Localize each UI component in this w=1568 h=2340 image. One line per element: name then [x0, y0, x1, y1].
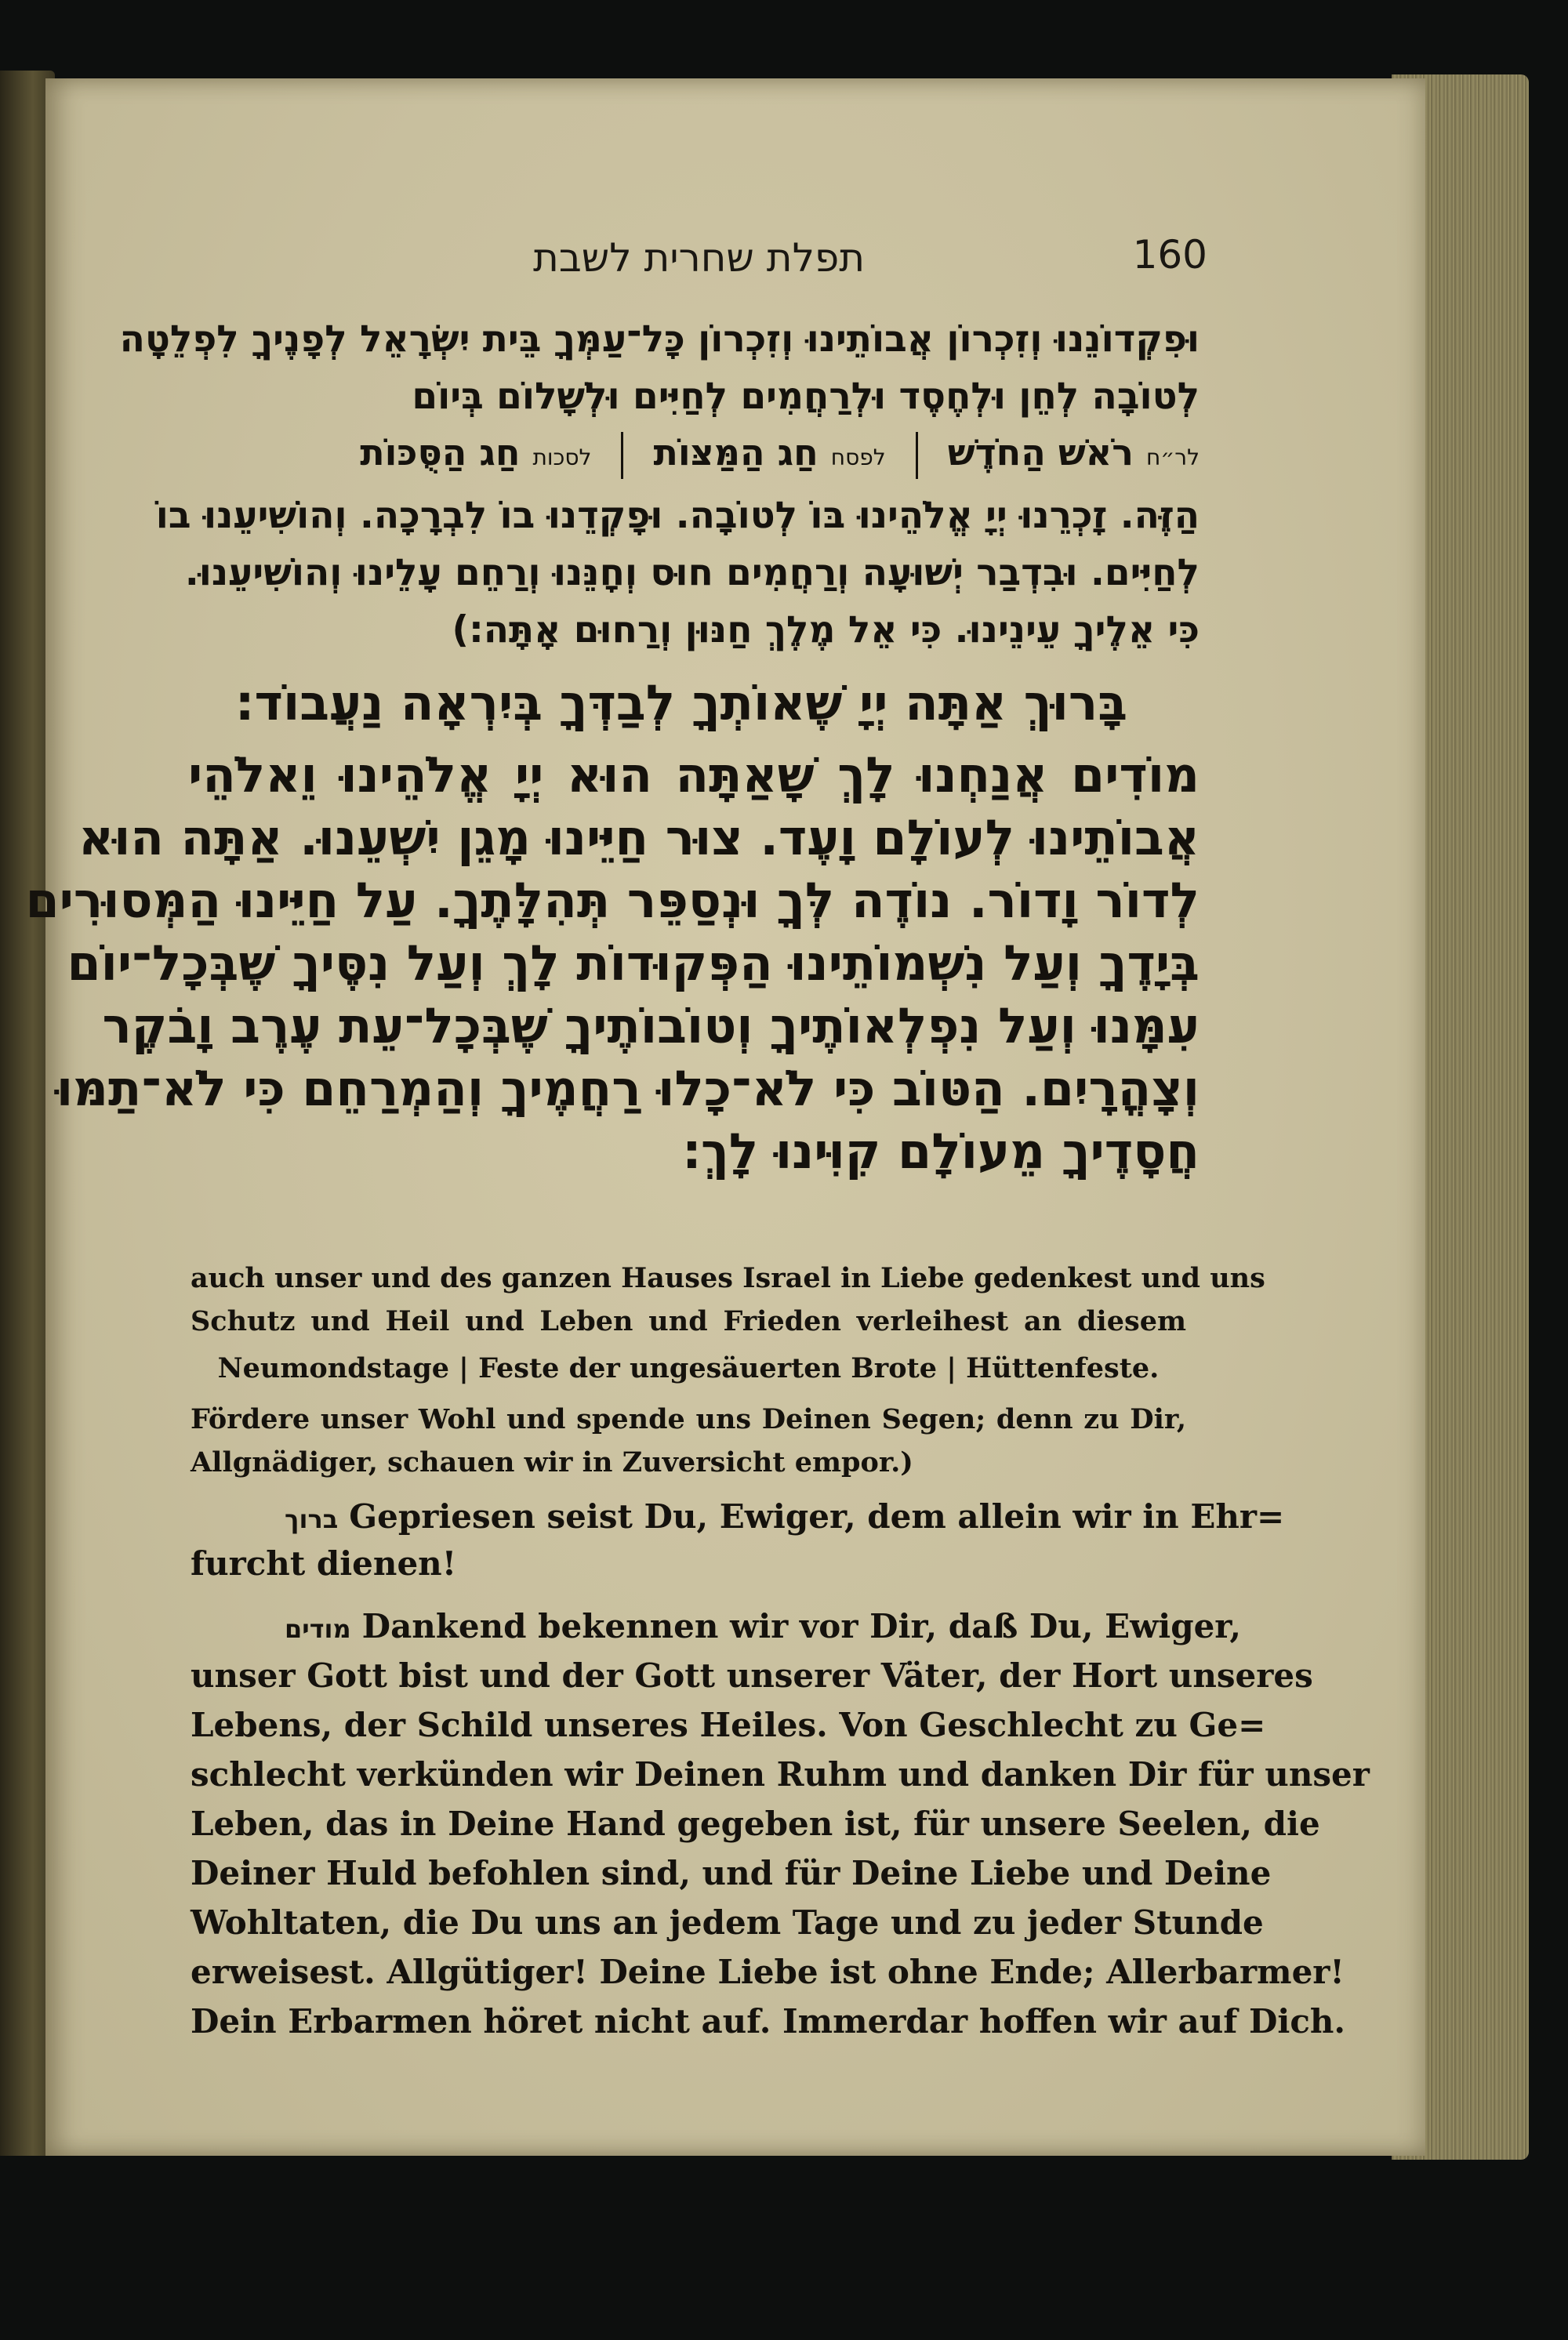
page-number: 160 — [1132, 232, 1207, 278]
german-line: auch unser und des ganzen Hauses Israel in Liebe gedenkest und uns — [191, 1262, 1265, 1294]
occasion-label: לר״ח — [1145, 444, 1200, 470]
german-line: Wohltaten, die Du uns an jedem Tage und zu jeder Stunde — [191, 1903, 1264, 1942]
occasion-rosh-chodesh: רֹאשׁ הַחֹדֶשׁ — [947, 431, 1134, 473]
running-title: תפלת שחרית לשבת — [533, 235, 866, 281]
german-baruch-line — [191, 1497, 1285, 1536]
divider — [621, 432, 623, 479]
page-header — [533, 227, 1207, 290]
german-line: schlecht verkünden wir Deinen Ruhm und danken Dir für unser — [191, 1755, 1370, 1794]
book-page — [25, 78, 1425, 2156]
hebrew-line: כִּי אֵלֶיךָ עֵינֵינוּ. כִּי אֵל מֶלֶךְ חַנּוּן וְרַחוּם אָתָּה:) — [452, 608, 1200, 651]
hebrew-line: לְטוֹבָה לְחֵן וּלְחֶסֶד וּלְרַחֲמִים לְחַיִּים וּלְשָׁלוֹם בְּיוֹם — [412, 375, 1200, 418]
occasion-pesach: חַג הַמַּצּוֹת — [653, 431, 818, 473]
hebrew-modim-line: בְּיָדֶךָ וְעַל נִשְׁמוֹתֵינוּ הַפְּקוּדוֹת לָךְ וְעַל נִסֶּיךָ שֶׁבְּכָל־יוֹם — [67, 934, 1200, 992]
hebrew-lead-word: מודים — [285, 1614, 351, 1644]
german-modim-line — [191, 1607, 1241, 1645]
hebrew-line: וּפִקְדוֹנֵנוּ וְזִכְרוֹן אֲבוֹתֵינוּ וְזִכְרוֹן כָּל־עַמְּךָ בֵּית יִשְׂרָאֵל לְפָנֶיךָ לִפְלֵטָה — [119, 317, 1200, 361]
german-line: furcht dienen! — [191, 1544, 457, 1583]
occasion-row — [188, 431, 1200, 479]
hebrew-modim-line: חֲסָדֶיךָ מֵעוֹלָם קִוִּינוּ לָךְ׃ — [682, 1123, 1200, 1180]
divider — [916, 432, 918, 479]
german-line: Schutz und Heil und Leben und Frieden verleihest an diesem — [191, 1305, 1186, 1337]
hebrew-modim-line: וְצָהֳרָיִם. הַטּוֹב כִּי לֹא־כָלוּ רַחֲמֶיךָ וְהַמְרַחֵם כִּי לֹא־תַמּוּ — [56, 1060, 1200, 1117]
hebrew-lead-word: ברוך — [285, 1504, 339, 1534]
german-line: unser Gott bist und der Gott unserer Väter, der Hort unseres — [191, 1656, 1313, 1695]
hebrew-modim-line: אֲבוֹתֵינוּ לְעוֹלָם וָעֶד. צוּר חַיֵּינוּ מָגֵן יִשְׁעֵנוּ. אַתָּה הוּא — [78, 809, 1200, 866]
german-line: Fördere unser Wohl und spende uns Deinen Segen; denn zu Dir, — [191, 1403, 1186, 1435]
occasion-label: לפסח — [830, 444, 886, 470]
german-line: Dein Erbarmen höret nicht auf. Immerdar hoffen wir auf Dich. — [191, 2002, 1346, 2041]
german-line: Deiner Huld befohlen sind, und für Deine Liebe und Deine — [191, 1854, 1272, 1892]
hebrew-modim-line: עִמָּנוּ וְעַל נִפְלְאוֹתֶיךָ וְטוֹבוֹתֶיךָ שֶׁבְּכָל־עֵת עֶרֶב וָבֹקֶר — [102, 997, 1200, 1054]
hebrew-blessing-line: בָּרוּךְ אַתָּה יְיָ שֶׁאוֹתְךָ לְבַדְּךָ בְּיִרְאָה נַעֲבוֹד: — [234, 674, 1127, 731]
german-text: Dankend bekennen wir vor Dir, daß Du, Ewiger, — [361, 1607, 1241, 1645]
german-line: erweisest. Allgütiger! Deine Liebe ist ohne Ende; Allerbarmer! — [191, 1953, 1345, 1991]
occasion-label: לסכות — [532, 444, 592, 470]
german-text: Gepriesen seist Du, Ewiger, dem allein wir in Ehr= — [349, 1497, 1285, 1536]
hebrew-line: הַזֶּה. זָכְרֵנוּ יְיָ אֱלֹהֵינוּ בּוֹ לְטוֹבָה. וּפָקְדֵנוּ בוֹ לִבְרָכָה. וְהוֹשִׁיעֵנוּ בוֹ — [155, 494, 1200, 537]
german-line: Neumondstage | Feste der ungesäuerten Brote | Hüttenfeste. — [217, 1352, 1160, 1384]
german-line: Lebens, der Schild unseres Heiles. Von Geschlecht zu Ge= — [191, 1706, 1266, 1744]
hebrew-modim-line: מוֹדִים אֲנַחְנוּ לָךְ שָׁאַתָּה הוּא יְיָ אֱלֹהֵינוּ וֵאלֹהֵי — [188, 746, 1200, 804]
hebrew-modim-line: לְדוֹר וָדוֹר. נוֹדֶה לְּךָ וּנְסַפֵּר תְּהִלָּתֶךָ. עַל חַיֵּינוּ הַמְּסוּרִים — [25, 872, 1200, 929]
german-line: Leben, das in Deine Hand gegeben ist, für unsere Seelen, die — [191, 1805, 1320, 1843]
occasion-sukkot: חַג הַסֻּכּוֹת — [360, 431, 521, 473]
german-line: Allgnädiger, schauen wir in Zuversicht empor.) — [191, 1446, 913, 1478]
hebrew-line: לְחַיִּים. וּבִדְבַר יְשׁוּעָה וְרַחֲמִים חוּס וְחָנֵּנוּ וְרַחֵם עָלֵינוּ וְהוֹשִׁיעֵנוּ. — [184, 551, 1200, 594]
